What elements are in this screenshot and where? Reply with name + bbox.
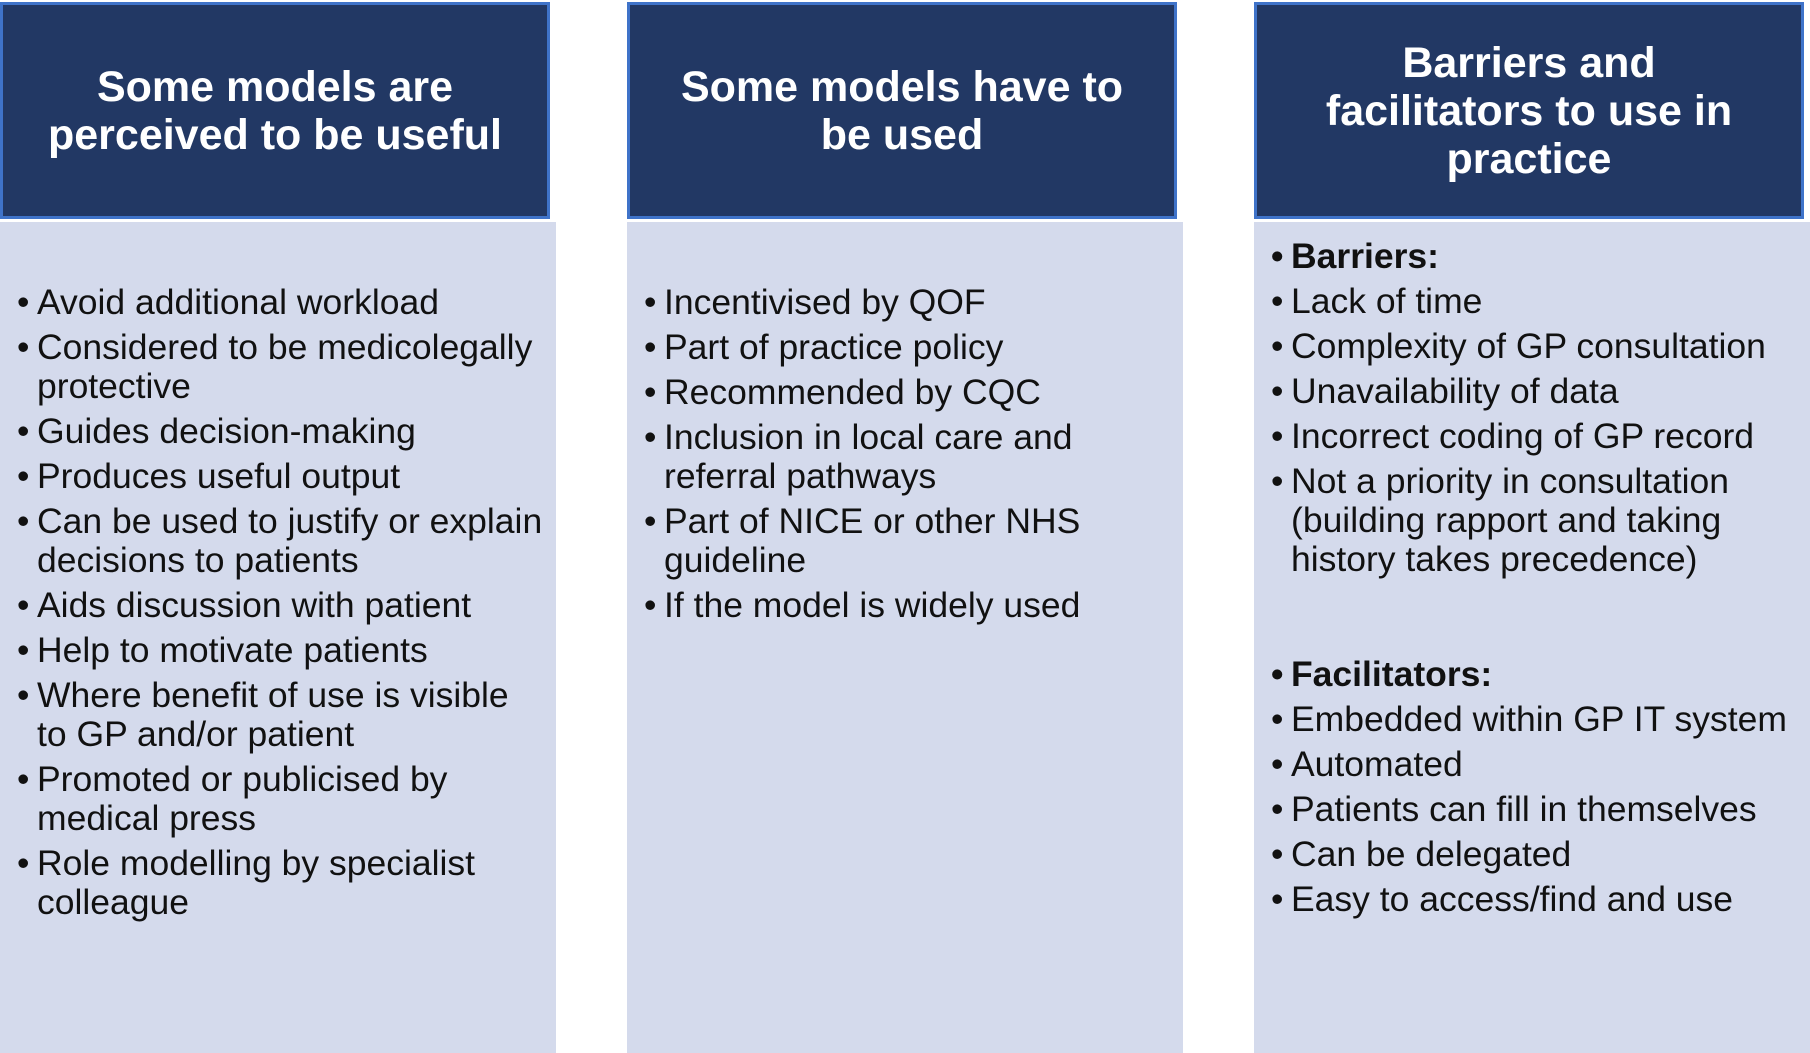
- list-item: • If the model is widely used: [627, 586, 1175, 625]
- list-item: • Help to motivate patients: [0, 631, 548, 670]
- barrier-item: • Lack of time: [1254, 282, 1802, 321]
- column-header: [627, 2, 1177, 219]
- column-have-to-be-used: [627, 0, 1183, 1053]
- barriers-heading: • Barriers:: [1254, 237, 1802, 276]
- list-item: • Aids discussion with patient: [0, 586, 548, 625]
- list-item: • Avoid additional workload: [0, 283, 548, 322]
- header-line: Barriers and: [1402, 38, 1656, 87]
- list-item: • Where benefit of use is visible to GP and/or patient: [0, 676, 548, 754]
- list-item: • Can be used to justify or explain decisions to patients: [0, 502, 548, 580]
- list-item: • Incentivised by QOF: [627, 283, 1175, 322]
- column-perceived-useful: [0, 0, 556, 1053]
- facilitator-item: • Patients can fill in themselves: [1254, 790, 1802, 829]
- header-line: be used: [820, 110, 984, 159]
- list-item: • Role modelling by specialist colleague: [0, 844, 548, 922]
- list-item: • Part of NICE or other NHS guideline: [627, 502, 1175, 580]
- list-item: • Recommended by CQC: [627, 373, 1175, 412]
- list-item: • Guides decision-making: [0, 412, 548, 451]
- facilitator-item: • Can be delegated: [1254, 835, 1802, 874]
- barrier-item: • Not a priority in consultation (building rapport and taking history takes precedence): [1254, 462, 1802, 579]
- header-line: perceived to be useful: [47, 110, 503, 159]
- column-header: [1254, 2, 1804, 219]
- list-item: • Produces useful output: [0, 457, 548, 496]
- header-line: Some models are: [96, 62, 454, 111]
- bullet-list: [1254, 237, 1802, 925]
- facilitator-item: • Easy to access/find and use: [1254, 880, 1802, 919]
- header-line: practice: [1446, 134, 1612, 183]
- bullet-list: [0, 283, 548, 928]
- list-item: • Part of practice policy: [627, 328, 1175, 367]
- barrier-item: • Incorrect coding of GP record: [1254, 417, 1802, 456]
- bullet-list: [627, 283, 1175, 631]
- list-item: • Considered to be medicolegally protective: [0, 328, 548, 406]
- barrier-item: • Complexity of GP consultation: [1254, 327, 1802, 366]
- facilitator-item: • Embedded within GP IT system: [1254, 700, 1802, 739]
- column-header: [0, 2, 550, 219]
- facilitator-item: • Automated: [1254, 745, 1802, 784]
- header-line: facilitators to use in: [1325, 86, 1733, 135]
- barrier-item: • Unavailability of data: [1254, 372, 1802, 411]
- facilitators-heading: • Facilitators:: [1254, 655, 1802, 694]
- list-item: • Promoted or publicised by medical press: [0, 760, 548, 838]
- header-line: Some models have to: [680, 62, 1124, 111]
- column-barriers-facilitators: [1254, 0, 1810, 1053]
- list-item: • Inclusion in local care and referral pathways: [627, 418, 1175, 496]
